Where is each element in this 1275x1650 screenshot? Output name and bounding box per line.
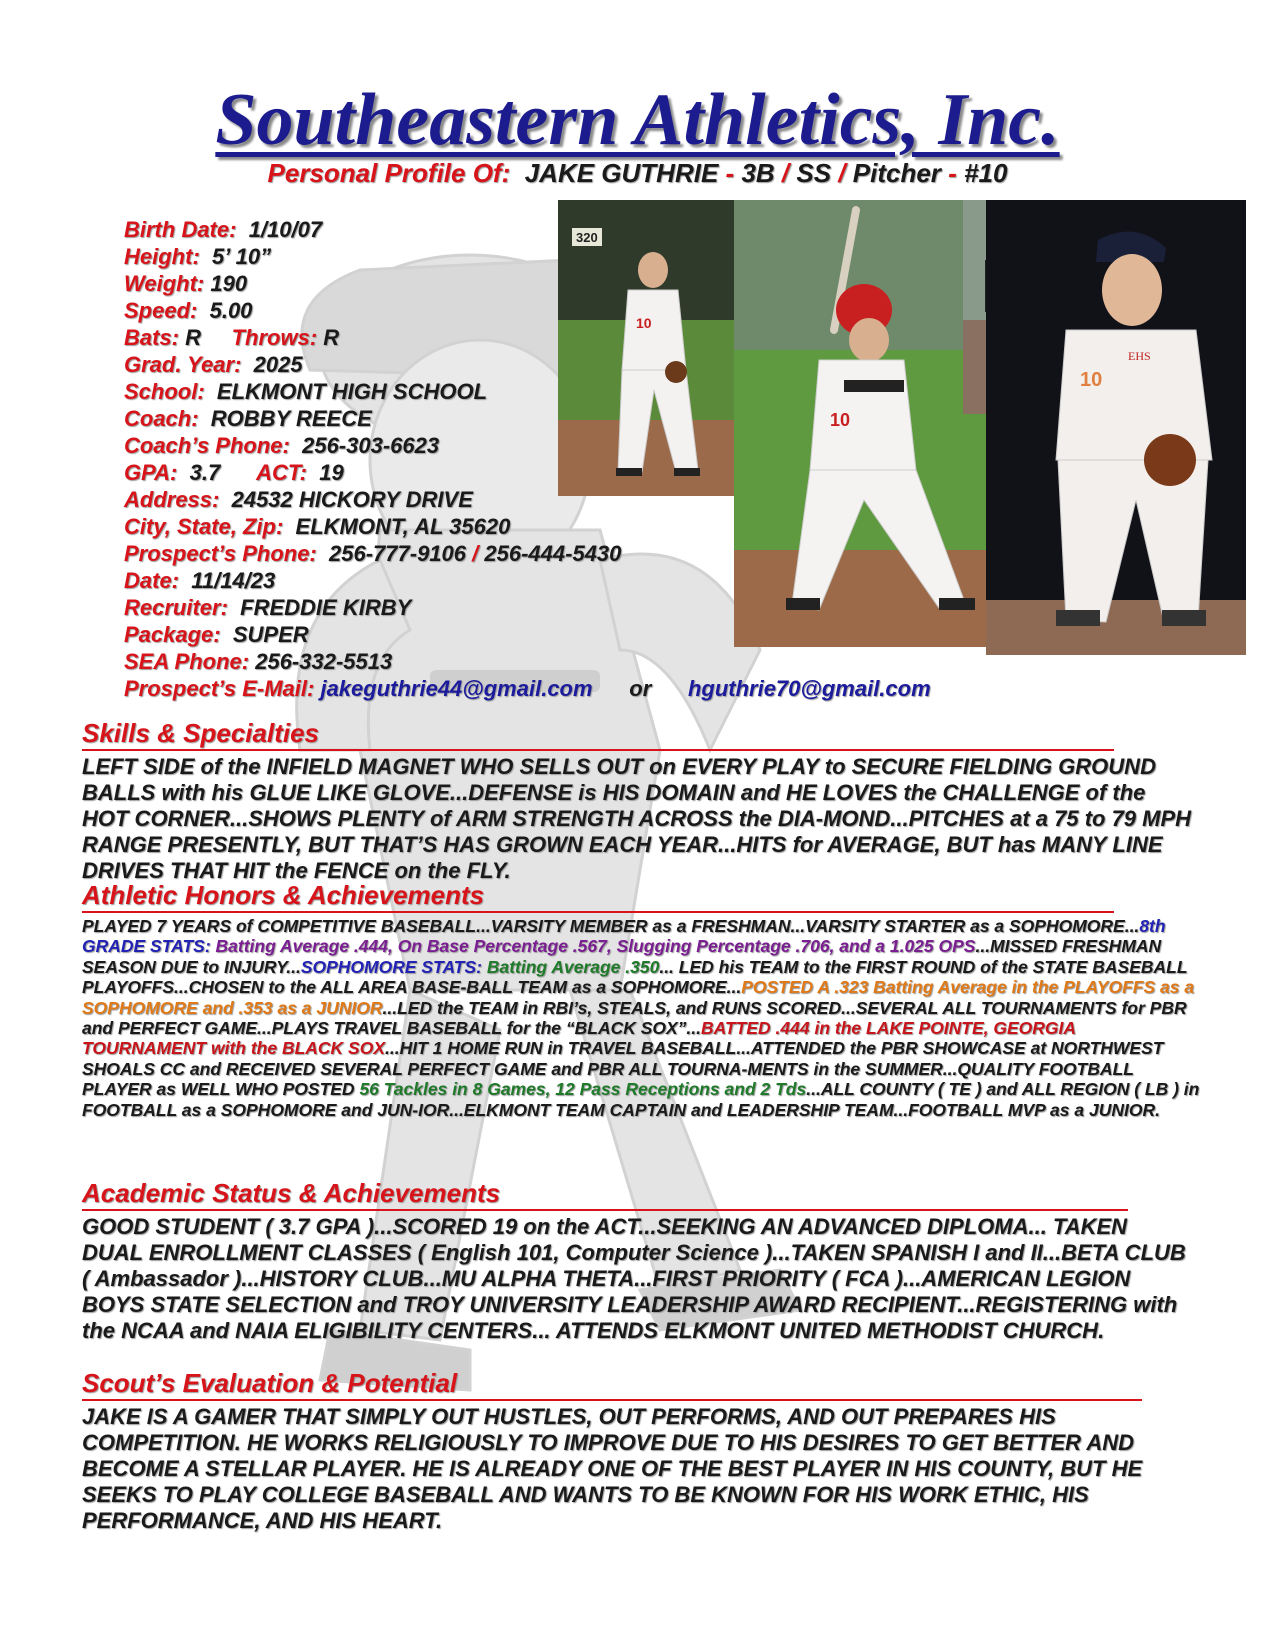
skills-text: LEFT SIDE of the INFIELD MAGNET WHO SELLS OUT on EVERY PLAY to SECURE FIELDING GROUND BALLS with his GLUE LIKE GLOVE...DEFENSE is HIS DOMAIN and HE LOVES the CHALLENGE of the HOT CORNER...SHOWS PLENTY of ARM STRENGTH ACROSS the DIA-MOND...PITCHES at a 75 to 79 MPH RANGE PRESENTLY, BUT THAT’S HAS GROWN EACH YEAR...HITS for AVERAGE, BUT has MANY LINE DRIVES THAT HIT the FENCE on the FLY. (82, 754, 1192, 883)
svg-text:10: 10 (830, 410, 851, 430)
company-title: Southeastern Athletics, Inc. (215, 79, 1060, 161)
section-heading-honors: Athletic Honors & Achievements (82, 880, 485, 910)
subtitle-label: Personal Profile Of: (267, 158, 511, 188)
section-rule-scout (82, 1399, 1142, 1401)
row-coach: Coach: ROBBY REECE (124, 406, 372, 431)
section-heading-scout: Scout’s Evaluation & Potential (82, 1368, 458, 1398)
section-heading-academic: Academic Status & Achievements (82, 1178, 501, 1208)
row-school: School: ELKMONT HIGH SCHOOL (124, 379, 488, 404)
row-sea-phone: SEA Phone: 256-332-5513 (124, 649, 393, 674)
svg-text:10: 10 (1080, 369, 1103, 391)
photo-fielding-stance (558, 200, 734, 496)
position-2: SS (796, 158, 832, 188)
row-gpa-act: GPA: 3.7 ACT: 19 (124, 460, 344, 485)
row-bats-throws: Bats: R Throws: R (124, 325, 340, 350)
jersey-number: #10 (964, 158, 1008, 188)
scout-text: JAKE IS A GAMER THAT SIMPLY OUT HUSTLES, OUT PERFORMS, AND OUT PREPARES HIS COMPETITION. HE WORKS RELIGIOUSLY TO IMPROVE DUE TO HIS DESIRES TO GET BETTER AND BECOME A STELLAR PLAYER. HE IS ALREADY ONE OF THE BEST PLAYER IN HIS COUNTY, BUT HE SEEKS TO PLAY COLLEGE BASEBALL AND WANTS TO BE KNOWN FOR HIS WORK ETHIC, HIS PERFORMANCE, AND HIS HEART. (82, 1404, 1143, 1533)
section-rule-academic (82, 1209, 1128, 1211)
row-height: Height: 5’ 10” (124, 244, 272, 269)
row-coach-phone: Coach’s Phone: 256-303-6623 (124, 433, 440, 458)
svg-text:10: 10 (636, 315, 652, 331)
profile-subtitle: Personal Profile Of: JAKE GUTHRIE - 3B / SS / Pitcher - #10 (267, 158, 1008, 188)
row-birth-date: Birth Date: 1/10/07 (124, 217, 323, 242)
position-3: Pitcher (852, 158, 941, 188)
email-link-1[interactable]: jakeguthrie44@gmail.com (320, 676, 593, 701)
player-name: JAKE GUTHRIE (524, 158, 719, 188)
row-grad-year: Grad. Year: 2025 (124, 352, 303, 377)
scoreboard-number: 320 (576, 230, 598, 245)
row-email: Prospect’s E-Mail: jakeguthrie44@gmail.com or hguthrie70@gmail.com (124, 676, 931, 701)
row-prospect-phone: Prospect’s Phone: 256-777-9106 / 256-444-5430 (124, 541, 622, 566)
row-weight: Weight: 190 (124, 271, 248, 296)
photo-batting-stance (734, 200, 1000, 647)
row-city: City, State, Zip: ELKMONT, AL 35620 (124, 514, 511, 539)
email-link-2[interactable]: hguthrie70@gmail.com (687, 676, 931, 701)
academic-text: GOOD STUDENT ( 3.7 GPA )...SCORED 19 on the ACT...SEEKING AN ADVANCED DIPLOMA... TAKEN DUAL ENROLLMENT CLASSES ( English 101, Computer Science )...TAKEN SPANISH I and II...BETA CLUB ( Ambassador )...HISTORY CLUB...MU ALPHA THETA...FIRST PRIORITY ( FCA )...AMERICAN LEGION BOYS STATE SELECTION and TROY UNIVERSITY LEADERSHIP AWARD RECIPIENT...REGISTERING with the NCAA and NAIA ELIGIBILITY CENTERS... ATTENDS ELKMONT UNITED METHODIST CHURCH. (82, 1214, 1186, 1343)
row-speed: Speed: 5.00 (124, 298, 253, 323)
honors-text: PLAYED 7 YEARS of COMPETITIVE BASEBALL...VARSITY MEMBER as a FRESHMAN...VARSITY STARTER as a SOPHOMORE...8th GRADE STATS: Batting Average .444, On Base Percentage .567, Slugging Percentage .706, and a 1.025 OPS...MISSED FRESHMAN SEASON DUE to INJURY...SOPHOMORE STATS: Batting Average .350... LED his TEAM to the FIRST ROUND of the STATE BASEBALL PLAYOFFS...CHOSEN to the ALL AREA BASE-BALL TEAM as a SOPHOMORE...POSTED A .323 Batting Average in the PLAYOFFS as a SOPHOMORE and .353 as a JUNIOR...LED the TEAM in RBI’s, STEALS, and RUNS SCORED...SEVERAL ALL TOURNAMENTS for PBR and PERFECT GAME...PLAYS TRAVEL BASEBALL for the “BLACK SOX”...BATTED .444 in the LAKE POINTE, GEORGIA TOURNAMENT with the BLACK SOX...HIT 1 HOME RUN in TRAVEL BASEBALL...ATTENDED the PBR SHOWCASE at NORTHWEST SHOALS CC and RECEIVED SEVERAL PERFECT GAME and PBR ALL TOURNA-MENTS in the SUMMER...QUALITY FOOTBALL PLAYER as WELL WHO POSTED 56 Tackles in 8 Games, 12 Pass Receptions and 2 Tds...ALL COUNTY ( TE ) and ALL REGION ( LB ) in FOOTBALL as a SOPHOMORE and JUN-IOR...ELKMONT TEAM CAPTAIN and LEADERSHIP TEAM...FOOTBALL MVP as a JUNIOR. (82, 916, 1200, 1120)
row-address: Address: 24532 HICKORY DRIVE (124, 487, 473, 512)
section-heading-skills: Skills & Specialties (82, 718, 320, 748)
row-date: Date: 11/14/23 (124, 568, 276, 593)
row-package: Package: SUPER (124, 622, 309, 647)
position-1: 3B (741, 158, 775, 188)
photo-night-portrait (986, 200, 1246, 655)
svg-text:EHS: EHS (1128, 349, 1151, 363)
section-rule-skills (82, 749, 1114, 751)
row-recruiter: Recruiter: FREDDIE KIRBY (124, 595, 412, 620)
section-rule-honors (82, 911, 1114, 913)
